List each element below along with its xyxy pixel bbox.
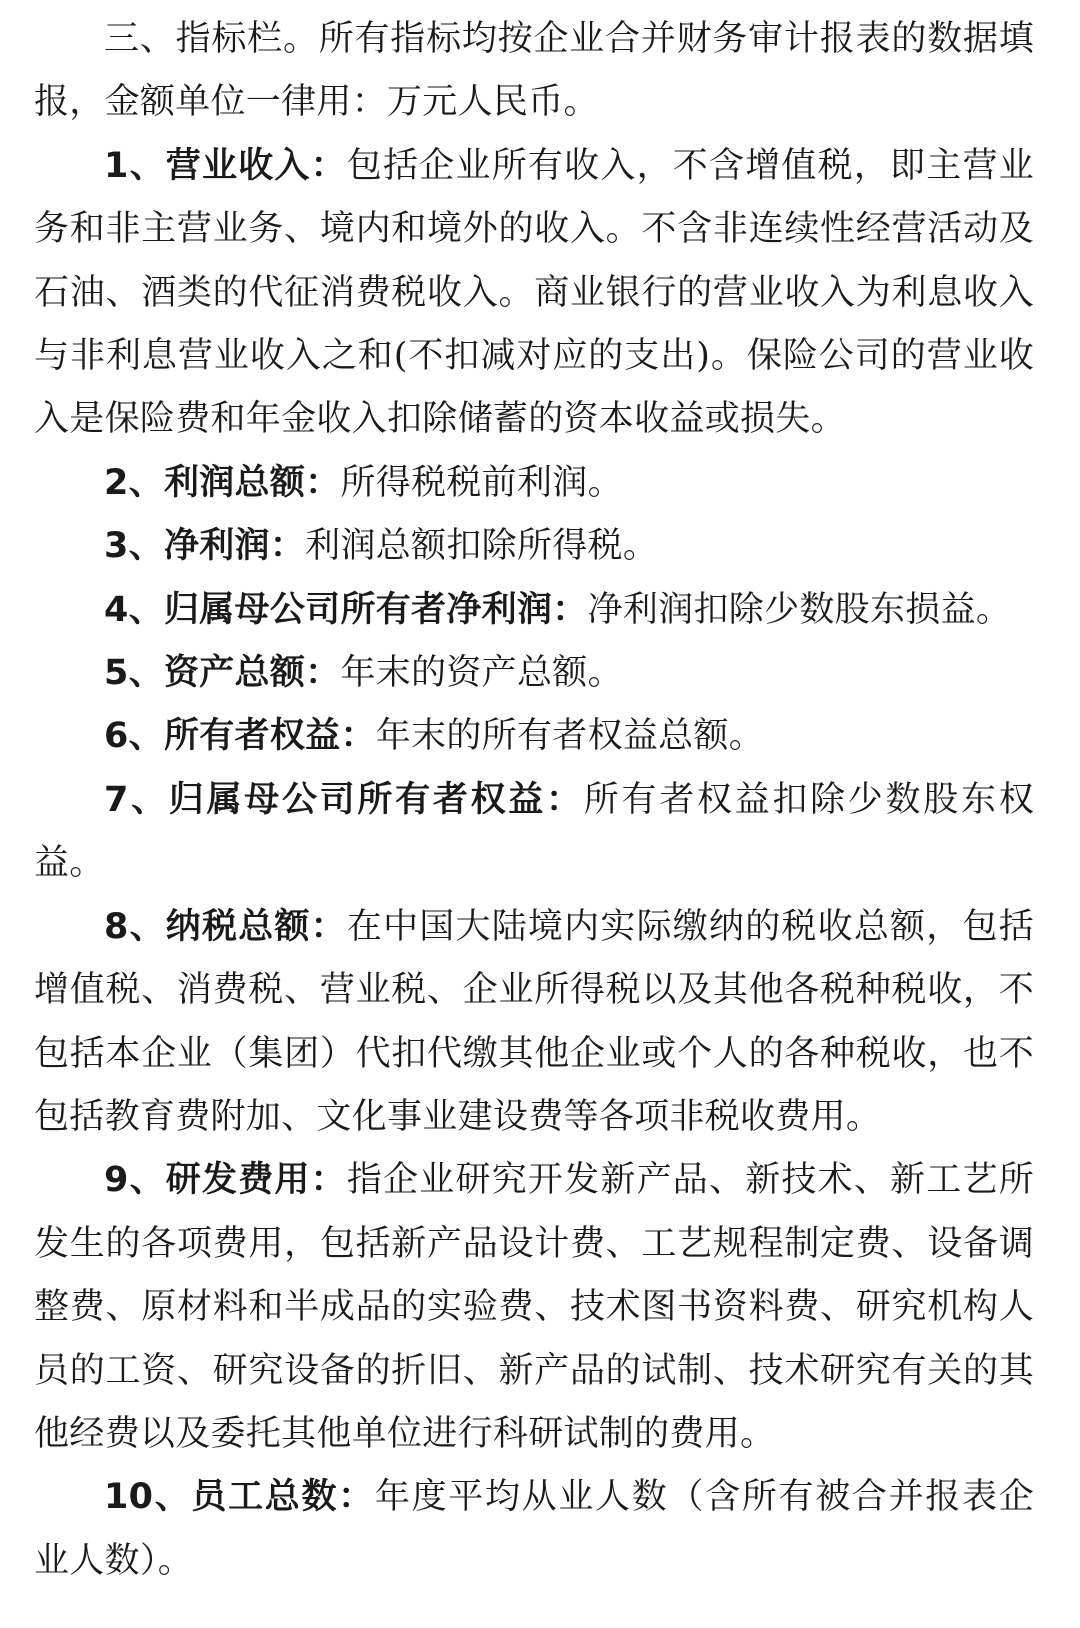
item-9-term: 研发费用： bbox=[165, 1160, 347, 1201]
item-5-description: 年末的资产总额。 bbox=[340, 653, 623, 694]
item-8 bbox=[34, 896, 1034, 1150]
item-8-description: 在中国大陆境内实际缴纳的税收总额，包括增值税、消费税、营业税、企业所得税以及其他各税种税收，不包括本企业（集团）代扣代缴其他企业或个人的各种税收，也不包括教育费附加、文化事业建设费等各项非税收费用。 bbox=[34, 906, 1034, 1137]
item-3-description: 利润总额扣除所得税。 bbox=[305, 526, 659, 567]
item-1-term: 营业收入： bbox=[165, 145, 347, 186]
item-3-number: 3、 bbox=[104, 526, 164, 567]
item-4-term: 归属母公司所有者净利润： bbox=[163, 589, 588, 630]
item-3-term: 净利润： bbox=[163, 526, 306, 567]
item-4 bbox=[34, 579, 1034, 642]
item-9-number: 9、 bbox=[104, 1160, 166, 1201]
item-6-number: 6、 bbox=[104, 716, 164, 757]
item-9 bbox=[34, 1149, 1034, 1466]
item-5-number: 5、 bbox=[104, 653, 164, 694]
item-3 bbox=[34, 515, 1034, 578]
item-10 bbox=[34, 1466, 1034, 1593]
item-7 bbox=[34, 769, 1034, 896]
item-2-description: 所得税税前利润。 bbox=[340, 462, 623, 503]
item-2-term: 利润总额： bbox=[163, 462, 341, 503]
item-6 bbox=[34, 705, 1034, 768]
item-8-term: 纳税总额： bbox=[165, 906, 347, 947]
item-4-description: 净利润扣除少数股东损益。 bbox=[587, 589, 1012, 630]
item-5 bbox=[34, 642, 1034, 705]
item-5-term: 资产总额： bbox=[163, 653, 341, 694]
item-8-number: 8、 bbox=[104, 906, 166, 947]
item-10-description: 年度平均从业人数（含所有被合并报表企业人数）。 bbox=[34, 1477, 1034, 1581]
item-7-term: 归属母公司所有者权益： bbox=[168, 779, 584, 820]
item-6-term: 所有者权益： bbox=[163, 716, 376, 757]
item-2 bbox=[34, 452, 1034, 515]
item-7-number: 7、 bbox=[104, 779, 169, 820]
item-9-description: 指企业研究开发新产品、新技术、新工艺所发生的各项费用，包括新产品设计费、工艺规程制定费、设备调整费、原材料和半成品的实验费、技术图书资料费、研究机构人员的工资、研究设备的折旧、新产品的试制、技术研究有关的其他经费以及委托其他单位进行科研试制的费用。 bbox=[34, 1160, 1034, 1454]
item-1 bbox=[34, 135, 1034, 452]
item-1-number: 1、 bbox=[104, 145, 166, 186]
item-10-number: 10、 bbox=[104, 1477, 192, 1518]
item-2-number: 2、 bbox=[104, 462, 164, 503]
item-7-description: 所有者权益扣除少数股东权益。 bbox=[34, 779, 1034, 884]
item-4-number: 4、 bbox=[104, 589, 164, 630]
intro-paragraph: 三、指标栏。所有指标均按企业合并财务审计报表的数据填报，金额单位一律用：万元人民币。 bbox=[34, 19, 1034, 123]
item-10-term: 员工总数： bbox=[191, 1477, 375, 1518]
item-6-description: 年末的所有者权益总额。 bbox=[375, 716, 765, 757]
item-1-description: 包括企业所有收入，不含增值税，即主营业务和非主营业务、境内和境外的收入。不含非连续性经营活动及石油、酒类的代征消费税收入。商业银行的营业收入为利息收入与非利息营业收入之和(不扣减对应的支出)。保险公司的营业收入是保险费和年金收入扣除储蓄的资本收益或损失。 bbox=[34, 145, 1034, 440]
